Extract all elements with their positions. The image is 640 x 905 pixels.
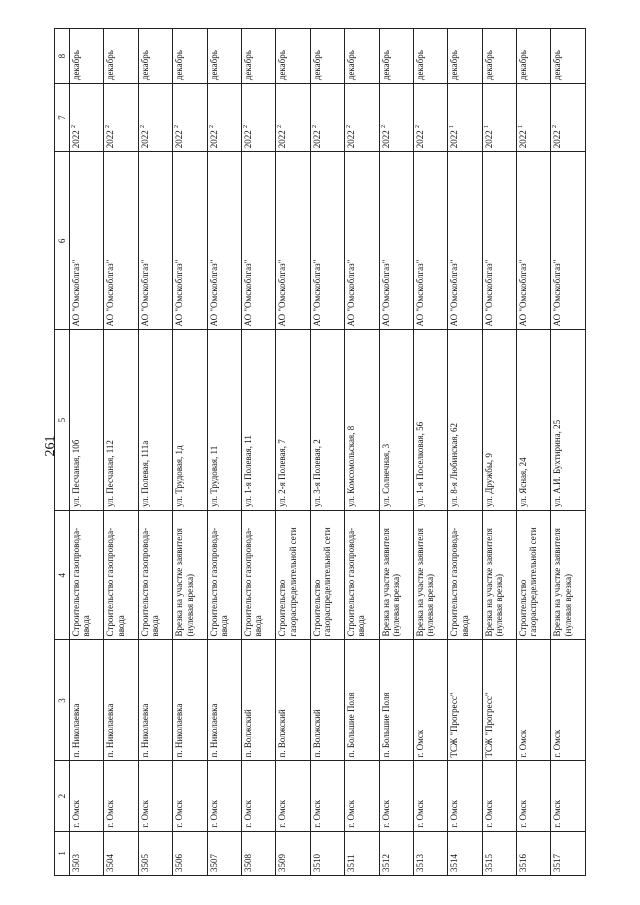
year-cell xyxy=(241,84,275,152)
table-row xyxy=(551,29,586,876)
table-row xyxy=(70,29,104,876)
work-type-cell: Строительство газопровода-ввода xyxy=(104,510,138,640)
address-cell: ул. Полевая, 111а xyxy=(138,330,172,510)
year-cell xyxy=(413,84,447,152)
row-number-cell: 3504 xyxy=(104,831,138,875)
header-col-7: 7 xyxy=(55,84,70,152)
settlement-cell: п. Николаевка xyxy=(173,640,207,761)
settlement-cell: г. Омск xyxy=(413,640,447,761)
address-cell: ул. А.И. Бухтирина, 25 xyxy=(551,330,586,510)
row-number-cell: 3517 xyxy=(551,831,586,875)
year-cell xyxy=(482,84,516,152)
year-value: 2022 xyxy=(449,130,460,149)
year-cell xyxy=(173,84,207,152)
row-number-cell: 3514 xyxy=(448,831,482,875)
row-number-cell: 3507 xyxy=(207,831,241,875)
city-cell: г. Омск xyxy=(138,761,172,831)
month-cell: декабрь xyxy=(138,29,172,84)
organization-cell: АО "Омскоблгаз" xyxy=(345,152,379,330)
work-type-cell: Врезка на участке заявителя (нулевая врезка) xyxy=(173,510,207,640)
year-footnote-mark: 2 xyxy=(277,124,284,128)
year-footnote-mark: 2 xyxy=(139,124,146,128)
year-value: 2022 xyxy=(311,130,322,149)
work-type-cell: Строительство газопровода-ввода xyxy=(345,510,379,640)
month-cell: декабрь xyxy=(276,29,310,84)
month-cell: декабрь xyxy=(413,29,447,84)
settlement-cell: п. Волжский xyxy=(276,640,310,761)
year-cell xyxy=(345,84,379,152)
city-cell: г. Омск xyxy=(310,761,344,831)
year-cell xyxy=(310,84,344,152)
organization-cell: АО "Омскоблгаз" xyxy=(517,152,551,330)
city-cell: г. Омск xyxy=(379,761,413,831)
header-col-8: 8 xyxy=(55,29,70,84)
work-type-cell: Строительство газораспределительной сети xyxy=(310,510,344,640)
year-footnote-mark: 2 xyxy=(242,124,249,128)
month-cell: декабрь xyxy=(551,29,586,84)
year-footnote-mark: 2 xyxy=(174,124,181,128)
organization-cell: АО "Омскоблгаз" xyxy=(448,152,482,330)
address-cell: ул. Комсомольская, 8 xyxy=(345,330,379,510)
settlement-cell: г. Омск xyxy=(517,640,551,761)
settlement-cell: п. Волжский xyxy=(241,640,275,761)
year-value: 2022 xyxy=(552,130,563,149)
table-row xyxy=(241,29,275,876)
row-number-cell: 3513 xyxy=(413,831,447,875)
settlement-cell: ТСЖ "Прогресс" xyxy=(482,640,516,761)
work-type-cell: Врезка на участке заявителя (нулевая врезка) xyxy=(551,510,586,640)
table-row xyxy=(345,29,379,876)
table-row xyxy=(276,29,310,876)
table-row xyxy=(517,29,551,876)
year-value: 2022 xyxy=(139,130,150,149)
organization-cell: АО "Омскоблгаз" xyxy=(276,152,310,330)
table-body xyxy=(70,29,586,876)
settlement-cell: п. Большие Поля xyxy=(379,640,413,761)
year-value: 2022 xyxy=(414,130,425,149)
settlement-cell: п. Николаевка xyxy=(70,640,104,761)
header-col-6: 6 xyxy=(55,152,70,330)
header-col-3: 3 xyxy=(55,640,70,761)
work-type-cell: Строительство газопровода-ввода xyxy=(207,510,241,640)
organization-cell: АО "Омскоблгаз" xyxy=(241,152,275,330)
organization-cell: АО "Омскоблгаз" xyxy=(413,152,447,330)
table-row xyxy=(448,29,482,876)
address-cell: ул. Солнечная, 3 xyxy=(379,330,413,510)
year-footnote-mark: 2 xyxy=(414,124,421,128)
address-cell: ул. Трудовая, 1д xyxy=(173,330,207,510)
table-row xyxy=(379,29,413,876)
organization-cell: АО "Омскоблгаз" xyxy=(173,152,207,330)
address-cell: ул. 2-я Полевая, 7 xyxy=(276,330,310,510)
city-cell: г. Омск xyxy=(413,761,447,831)
year-footnote-mark: 2 xyxy=(105,124,112,128)
work-type-cell: Строительство газораспределительной сети xyxy=(276,510,310,640)
address-cell: ул. 1-я Полевая, 11 xyxy=(241,330,275,510)
row-number-cell: 3511 xyxy=(345,831,379,875)
organization-cell: АО "Омскоблгаз" xyxy=(310,152,344,330)
city-cell: г. Омск xyxy=(345,761,379,831)
table-row xyxy=(138,29,172,876)
year-value: 2022 xyxy=(105,130,116,149)
year-value: 2022 xyxy=(208,130,219,149)
year-cell xyxy=(70,84,104,152)
city-cell: г. Омск xyxy=(448,761,482,831)
table-row xyxy=(413,29,447,876)
month-cell: декабрь xyxy=(517,29,551,84)
row-number-cell: 3508 xyxy=(241,831,275,875)
month-cell: декабрь xyxy=(241,29,275,84)
address-cell: ул. 8-я Любинская, 62 xyxy=(448,330,482,510)
month-cell: декабрь xyxy=(70,29,104,84)
settlement-cell: п. Большие Поля xyxy=(345,640,379,761)
row-number-cell: 3506 xyxy=(173,831,207,875)
table-row xyxy=(104,29,138,876)
organization-cell: АО "Омскоблгаз" xyxy=(551,152,586,330)
row-number-cell: 3515 xyxy=(482,831,516,875)
header-col-4: 4 xyxy=(55,510,70,640)
city-cell: г. Омск xyxy=(482,761,516,831)
table-row xyxy=(310,29,344,876)
address-cell: ул. Трудовая, 11 xyxy=(207,330,241,510)
header-col-2: 2 xyxy=(55,761,70,831)
work-type-cell: Врезка на участке заявителя (нулевая врезка) xyxy=(413,510,447,640)
organization-cell: АО "Омскоблгаз" xyxy=(207,152,241,330)
month-cell: декабрь xyxy=(448,29,482,84)
month-cell: декабрь xyxy=(345,29,379,84)
year-cell xyxy=(104,84,138,152)
gasification-table xyxy=(54,28,586,876)
settlement-cell: п. Николаевка xyxy=(104,640,138,761)
row-number-cell: 3509 xyxy=(276,831,310,875)
address-cell: ул. Песчаная, 10б xyxy=(70,330,104,510)
year-cell xyxy=(551,84,586,152)
city-cell: г. Омск xyxy=(207,761,241,831)
row-number-cell: 3503 xyxy=(70,831,104,875)
year-value: 2022 xyxy=(71,130,81,149)
table-row xyxy=(173,29,207,876)
year-value: 2022 xyxy=(518,130,529,149)
settlement-cell: п. Николаевка xyxy=(207,640,241,761)
work-type-cell: Строительство газораспределительной сети xyxy=(517,510,551,640)
work-type-cell: Строительство газопровода-ввода xyxy=(138,510,172,640)
address-cell: ул. Дружбы, 9 xyxy=(482,330,516,510)
organization-cell: АО "Омскоблгаз" xyxy=(379,152,413,330)
year-value: 2022 xyxy=(242,130,253,149)
city-cell: г. Омск xyxy=(241,761,275,831)
city-cell: г. Омск xyxy=(104,761,138,831)
year-cell xyxy=(276,84,310,152)
settlement-cell: г. Омск xyxy=(551,640,586,761)
organization-cell: АО "Омскоблгаз" xyxy=(482,152,516,330)
month-cell: декабрь xyxy=(207,29,241,84)
organization-cell: АО "Омскоблгаз" xyxy=(138,152,172,330)
work-type-cell: Врезка на участке заявителя (нулевая врезка) xyxy=(379,510,413,640)
row-number-cell: 3510 xyxy=(310,831,344,875)
year-footnote-mark: 2 xyxy=(380,124,387,128)
work-type-cell: Врезка на участке заявителя (нулевая врезка) xyxy=(482,510,516,640)
year-value: 2022 xyxy=(174,130,185,149)
work-type-cell: Строительство газопровода-ввода xyxy=(70,510,104,640)
month-cell: декабрь xyxy=(173,29,207,84)
month-cell: декабрь xyxy=(379,29,413,84)
year-value: 2022 xyxy=(483,130,494,149)
month-cell: декабрь xyxy=(310,29,344,84)
work-type-cell: Строительство газопровода-ввода xyxy=(241,510,275,640)
city-cell: г. Омск xyxy=(173,761,207,831)
year-footnote-mark: 1 xyxy=(483,124,490,128)
year-cell xyxy=(448,84,482,152)
city-cell: г. Омск xyxy=(551,761,586,831)
year-cell xyxy=(207,84,241,152)
city-cell: г. Омск xyxy=(517,761,551,831)
city-cell: г. Омск xyxy=(70,761,104,831)
year-cell xyxy=(517,84,551,152)
organization-cell: АО "Омскоблгаз" xyxy=(104,152,138,330)
header-col-1: 1 xyxy=(55,831,70,875)
work-type-cell: Строительство газопровода-ввода xyxy=(448,510,482,640)
table-row xyxy=(482,29,516,876)
settlement-cell: ТСЖ "Прогресс" xyxy=(448,640,482,761)
month-cell: декабрь xyxy=(482,29,516,84)
table-row xyxy=(207,29,241,876)
address-cell: ул. 1-я Поселковая, 56 xyxy=(413,330,447,510)
header-col-5: 5 xyxy=(55,330,70,510)
rotated-table-container xyxy=(54,28,586,876)
address-cell: ул. Песчаная, 112 xyxy=(104,330,138,510)
year-cell xyxy=(379,84,413,152)
year-value: 2022 xyxy=(346,130,357,149)
row-number-cell: 3516 xyxy=(517,831,551,875)
settlement-cell: п. Волжский xyxy=(310,640,344,761)
year-footnote-mark: 2 xyxy=(552,124,559,128)
year-footnote-mark: 2 xyxy=(71,124,77,128)
month-cell: декабрь xyxy=(104,29,138,84)
organization-cell: АО "Омскоблгаз" xyxy=(70,152,104,330)
year-value: 2022 xyxy=(380,130,391,149)
year-footnote-mark: 2 xyxy=(208,124,215,128)
address-cell: ул. 3-я Полевая, 2 xyxy=(310,330,344,510)
year-footnote-mark: 2 xyxy=(346,124,353,128)
row-number-cell: 3505 xyxy=(138,831,172,875)
table-header-row xyxy=(55,29,70,876)
year-cell xyxy=(138,84,172,152)
year-footnote-mark: 1 xyxy=(449,124,456,128)
page-number: 261 xyxy=(43,435,58,457)
address-cell: ул. Ясная, 24 xyxy=(517,330,551,510)
row-number-cell: 3512 xyxy=(379,831,413,875)
year-value: 2022 xyxy=(277,130,288,149)
year-footnote-mark: 2 xyxy=(311,124,318,128)
year-footnote-mark: 1 xyxy=(518,124,525,128)
city-cell: г. Омск xyxy=(276,761,310,831)
settlement-cell: п. Николаевка xyxy=(138,640,172,761)
